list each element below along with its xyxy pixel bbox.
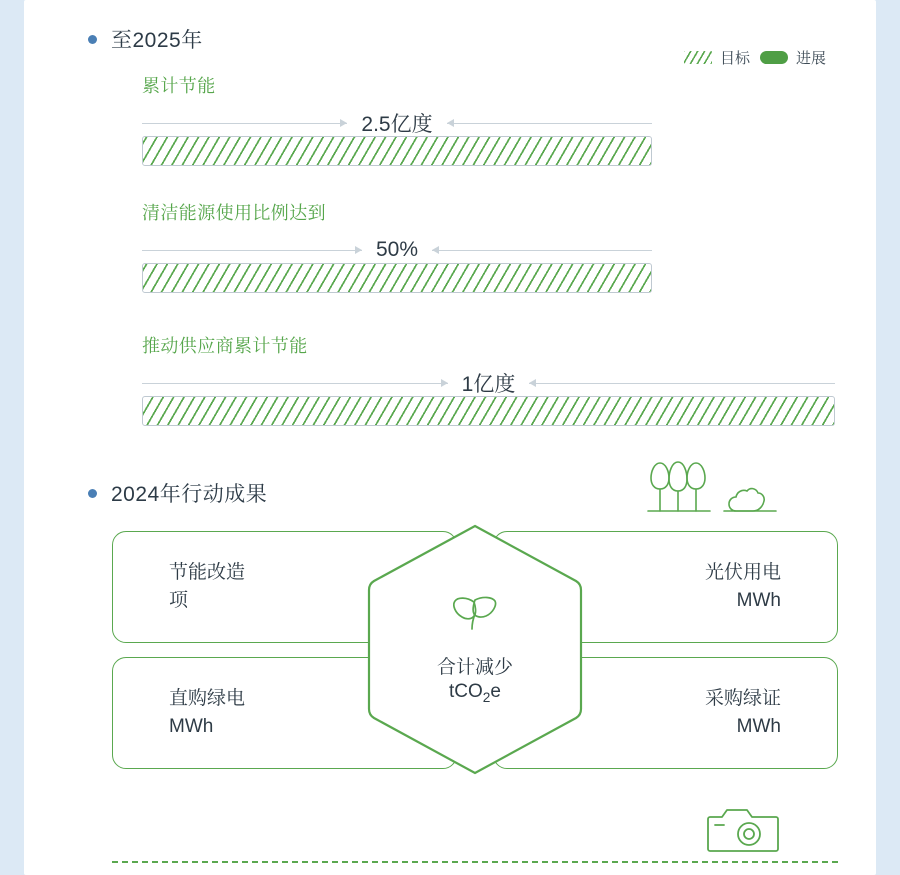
trees-icon: [640, 455, 780, 517]
goal-label-1: 累计节能: [142, 76, 216, 96]
card-value: 项: [169, 590, 189, 611]
section-title-goals: 至2025年: [111, 29, 203, 52]
goal-value-2: 50%: [375, 238, 419, 261]
card-title: 节能改造: [169, 561, 246, 583]
goal-arrow-row-1: [142, 110, 652, 136]
hex-unit: tCO$_2$e: [449, 681, 501, 705]
goal-label-2: 清洁能源使用比例达到: [142, 203, 326, 223]
legend-item-progress: [760, 47, 826, 68]
legend-label-progress: 进展: [795, 50, 826, 67]
legend-item-target: [684, 47, 750, 68]
footer-divider: [112, 861, 838, 863]
results-cards: [112, 531, 838, 773]
goal-value-1: 2.5亿度: [361, 113, 433, 136]
goal-meter-1: [142, 110, 842, 166]
goal-value-3: 1亿度: [461, 373, 516, 396]
bullet-icon: [88, 35, 97, 44]
card-value: MWh: [169, 716, 214, 737]
arrow-left-icon: [142, 250, 362, 251]
page-card: [24, 0, 876, 875]
goal-row-1: [142, 72, 842, 166]
legend: [684, 47, 826, 68]
goal-row-2: [142, 199, 842, 293]
legend-label-target: 目标: [719, 50, 750, 67]
card-title: 直购绿电: [169, 687, 246, 709]
section-heading-goals: [88, 24, 203, 54]
section-heading-results: [88, 478, 267, 508]
hatch-swatch-icon: [684, 51, 712, 64]
camera-icon: [706, 803, 780, 855]
card-value: MWh: [736, 716, 781, 737]
pill-swatch-icon: [760, 51, 788, 64]
goal-meter-2: [142, 237, 842, 293]
card-value: MWh: [736, 590, 781, 611]
goal-label-3: 推动供应商累计节能: [142, 336, 308, 356]
arrow-left-icon: [142, 123, 347, 124]
goal-arrow-row-3: [142, 370, 835, 396]
goal-arrow-row-2: [142, 237, 652, 263]
goal-bar-3: [142, 396, 835, 426]
arrow-left-icon: [142, 383, 448, 384]
leaf-icon: [453, 594, 497, 634]
goal-row-3: [142, 332, 842, 426]
arrow-right-icon: [432, 250, 652, 251]
hex-title: 合计减少: [436, 657, 513, 679]
arrow-right-icon: [529, 383, 835, 384]
card-title: 光伏用电: [704, 561, 781, 583]
goal-bar-2: [142, 263, 652, 293]
center-hexagon: [366, 523, 584, 776]
bullet-icon: [88, 489, 97, 498]
goal-bar-1: [142, 136, 652, 166]
arrow-right-icon: [447, 123, 652, 124]
section-title-results: 2024年行动成果: [111, 483, 268, 506]
card-title: 采购绿证: [704, 687, 781, 709]
goal-meter-3: [142, 370, 842, 426]
